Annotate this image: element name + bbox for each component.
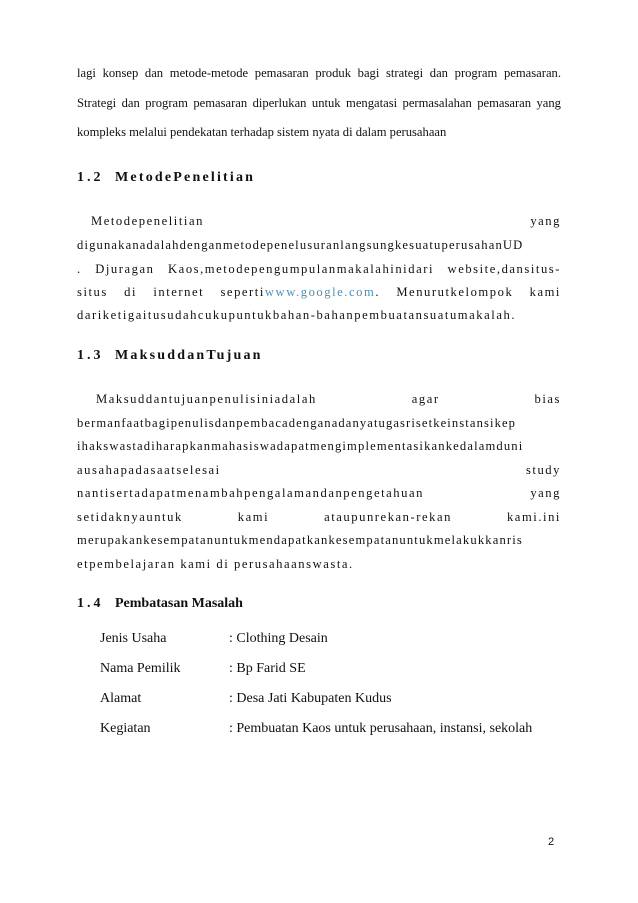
s12-line-1: Metodepenelitian yang xyxy=(91,214,561,228)
table-row-value: : Bp Farid SE xyxy=(229,661,306,676)
s12-line-5: dariketigaitusudahcukupuntukbahan-bahanpembuatansuatumakalah. xyxy=(77,308,517,322)
s13-line-1: Maksuddantujuanpenulisiniadalah agar bias xyxy=(96,392,561,406)
s13-line-4: ausahapadasaatselesai study xyxy=(77,463,561,477)
table-row-value: : Desa Jati Kabupaten Kudus xyxy=(229,691,392,706)
s13-line-5: nantisertadapatmenambahpengalamandanpengetahuan yang xyxy=(77,486,561,500)
s13-line-7: merupakankesempatanuntukmendapatkankesempatanuntukmelakukkanris xyxy=(77,533,523,547)
table-row-label: Nama Pemilik xyxy=(100,661,181,676)
intro-line-1: lagi konsep dan metode-metode pemasaran produk bagi strategi dan program pemasaran. xyxy=(77,66,561,80)
table-row-value: : Pembuatan Kaos untuk perusahaan, instansi, sekolah xyxy=(229,721,533,736)
table-row-value: : Clothing Desain xyxy=(229,631,328,646)
section-heading-1-2: 1.2 MetodePenelitian xyxy=(77,170,256,185)
intro-line-2: Strategi dan program pemasaran diperlukan untuk mengatasi permasalahan pemasaran yang xyxy=(77,96,561,110)
table-row-label: Kegiatan xyxy=(100,721,151,736)
section-heading-1-4: 1.4 Pembatasan Masalah xyxy=(77,596,243,611)
s13-line-2: bermanfaatbagipenulisdanpembacadenganadanyatugasrisetkeinstansikep xyxy=(77,416,517,430)
s12-line-3: . Djuragan Kaos,metodepengumpulanmakalahinidari website,dansitus- xyxy=(77,262,561,276)
section-heading-1-3: 1.3 MaksuddanTujuan xyxy=(77,348,263,363)
google-link[interactable]: www.google.com xyxy=(264,285,376,299)
s13-line-8: etpembelajaran kami di perusahaanswasta. xyxy=(77,557,354,571)
table-row-label: Jenis Usaha xyxy=(100,631,167,646)
s13-line-6: setidaknyauntuk kami ataupunrekan-rekan kami.ini xyxy=(77,510,561,524)
table-row-label: Alamat xyxy=(100,691,142,706)
page-number: 2 xyxy=(548,836,555,848)
s12-line-4: situs di internet sepertiwww.google.com. Menurutkelompok kami xyxy=(77,285,561,299)
s13-line-3: ihakswastadiharapkanmahasiswadapatmengimplementasikankedalamduni xyxy=(77,439,524,453)
intro-line-3: kompleks melalui pendekatan terhadap sistem nyata di dalam perusahaan xyxy=(77,125,447,139)
s12-line-2: digunakanadalahdenganmetodepenelusuranlangsungkesuatuperusahanUD xyxy=(77,238,524,252)
